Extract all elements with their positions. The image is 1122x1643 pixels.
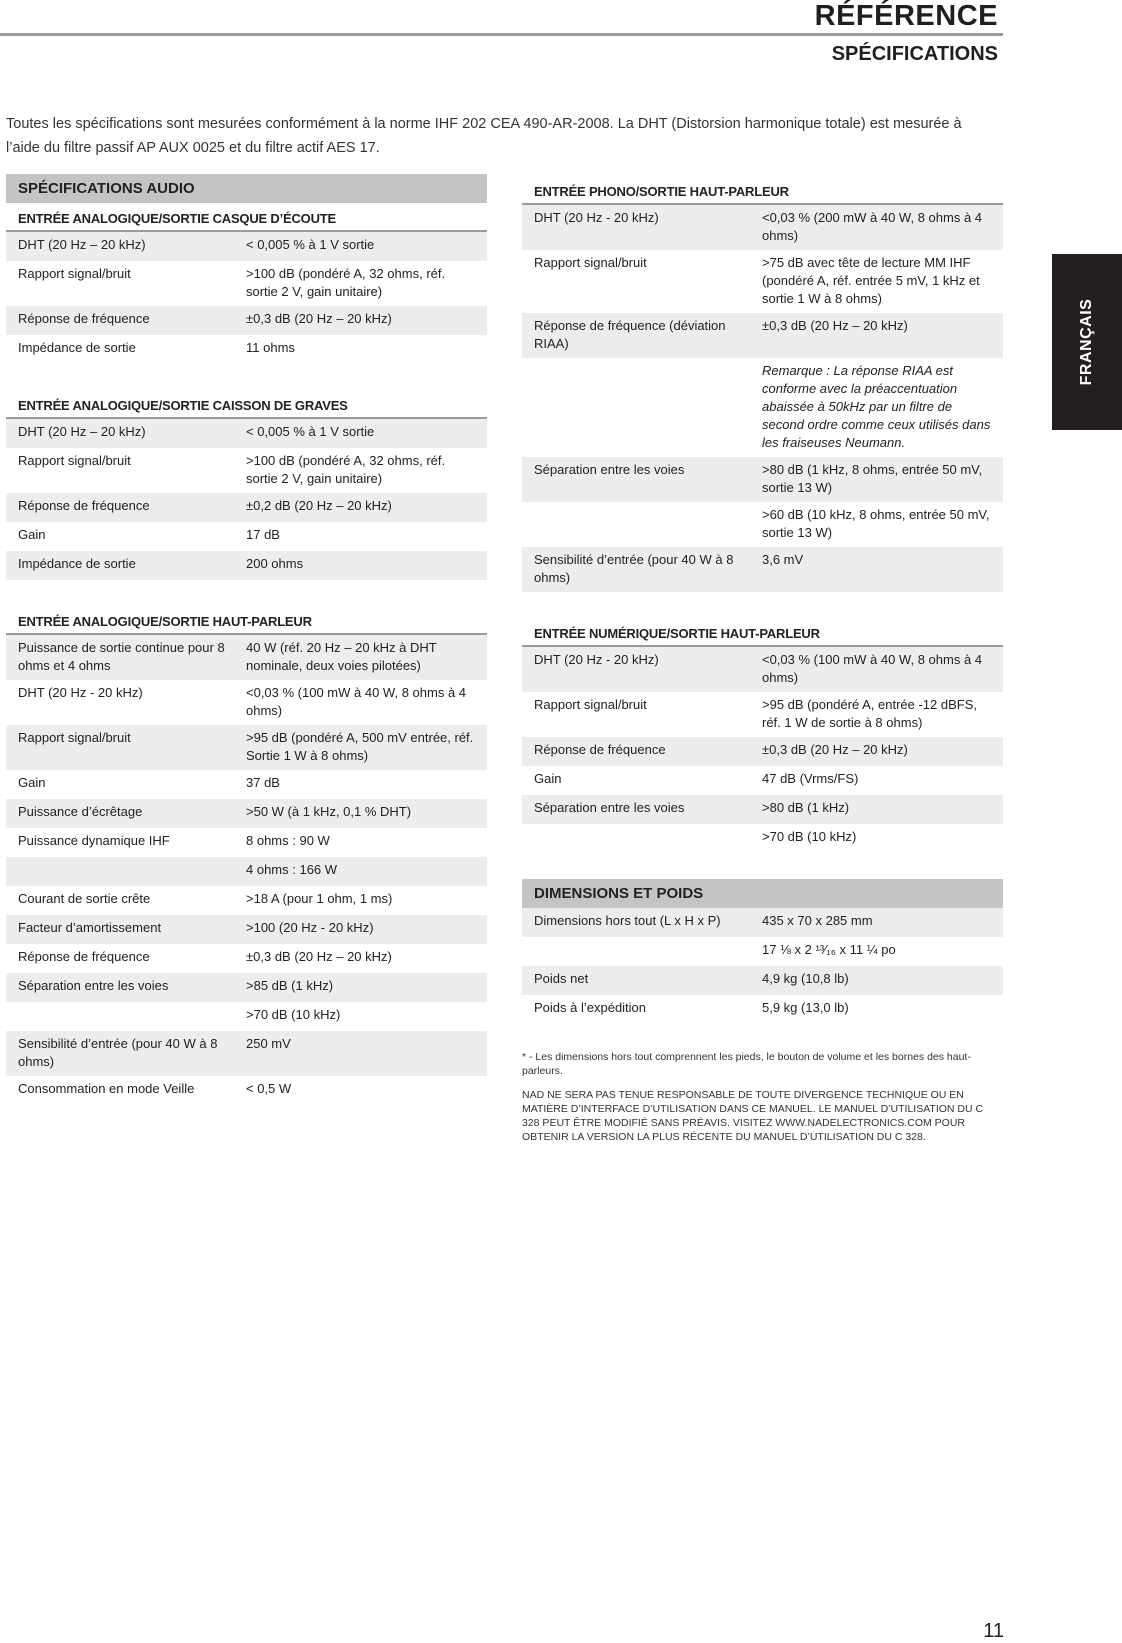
spec-value: < 0,5 W — [246, 1081, 292, 1096]
section-title: ENTRÉE NUMÉRIQUE/SORTIE HAUT-PARLEUR — [522, 618, 1003, 647]
spec-row — [522, 547, 1003, 592]
spec-row — [522, 908, 1003, 937]
spec-row — [6, 335, 487, 364]
spec-value: < 0,005 % à 1 V sortie — [246, 237, 375, 252]
header-rule — [0, 33, 1003, 36]
spec-row — [522, 966, 1003, 995]
spec-value: 435 x 70 x 285 mm — [762, 913, 873, 928]
footnote: * - Les dimensions hors tout comprennent les pieds, le bouton de volume et les bornes des haut-parleurs. — [522, 1051, 971, 1077]
spec-value: 250 mV — [246, 1036, 291, 1051]
spec-label — [522, 828, 762, 848]
spec-label: Rapport signal/bruit — [18, 266, 131, 281]
spec-value: >100 dB (pondéré A, 32 ohms, réf. sortie 2 V, gain unitaire) — [246, 266, 446, 299]
spec-label: Rapport signal/bruit — [534, 255, 647, 270]
spec-value: <0,03 % (100 mW à 40 W, 8 ohms à 4 ohms) — [246, 685, 467, 718]
spec-label: Poids à l’expédition — [534, 1000, 647, 1015]
spec-value: 17 ⅛ x 2 ¹³⁄₁₆ x 11 ¼ po — [762, 942, 896, 957]
spec-label: Réponse de fréquence — [18, 949, 150, 964]
spec-row — [6, 770, 487, 799]
spec-label: Séparation entre les voies — [534, 462, 685, 477]
section-title: ENTRÉE ANALOGIQUE/SORTIE CAISSON DE GRAVES — [6, 390, 487, 419]
spec-label: Rapport signal/bruit — [534, 697, 647, 712]
spec-row — [6, 306, 487, 335]
spec-row — [522, 824, 1003, 853]
spec-label: Impédance de sortie — [18, 556, 136, 571]
spec-row — [6, 915, 487, 944]
spec-row — [6, 419, 487, 448]
spec-label: DHT (20 Hz – 20 kHz) — [18, 424, 146, 439]
spec-row — [6, 1031, 487, 1076]
spec-label: Consommation en mode Veille — [18, 1081, 195, 1096]
spec-label: Courant de sortie crête — [18, 891, 151, 906]
spec-label: Gain — [18, 775, 46, 790]
spec-value: ±0,3 dB (20 Hz – 20 kHz) — [762, 318, 908, 333]
section-rows — [6, 419, 487, 580]
spec-value: >100 dB (pondéré A, 32 ohms, réf. sortie 2 V, gain unitaire) — [246, 453, 446, 486]
spec-label: DHT (20 Hz – 20 kHz) — [18, 237, 146, 252]
spec-row — [522, 937, 1003, 966]
spec-row — [6, 799, 487, 828]
spec-label: Séparation entre les voies — [18, 978, 169, 993]
spec-label: DHT (20 Hz - 20 kHz) — [534, 652, 659, 667]
spec-label: Réponse de fréquence (déviation RIAA) — [534, 318, 726, 351]
left-column — [6, 174, 487, 1131]
spec-value: 40 W (réf. 20 Hz – 20 kHz à DHT nominale, deux voies pilotées) — [246, 640, 437, 673]
spec-row — [6, 448, 487, 493]
spec-row — [6, 522, 487, 551]
spec-label: Puissance d’écrêtage — [18, 804, 143, 819]
spec-row — [522, 995, 1003, 1024]
spec-value: >70 dB (10 kHz) — [246, 1007, 341, 1022]
spec-row — [522, 313, 1003, 358]
spec-label — [522, 941, 762, 961]
spec-row — [6, 973, 487, 1002]
spec-value: 11 ohms — [246, 340, 295, 355]
spec-label: Gain — [534, 771, 562, 786]
language-tab-label: FRANÇAIS — [1078, 298, 1095, 386]
spec-value: >50 W (à 1 kHz, 0,1 % DHT) — [246, 804, 412, 819]
dimensions-rows — [522, 908, 1003, 1024]
spec-section — [522, 618, 1003, 853]
spec-label: Dimensions hors tout (L x H x P) — [534, 913, 721, 928]
spec-label: Impédance de sortie — [18, 340, 136, 355]
spec-row — [522, 358, 1003, 457]
spec-value: >18 A (pour 1 ohm, 1 ms) — [246, 891, 393, 906]
section-rows — [522, 647, 1003, 853]
spec-row — [6, 493, 487, 522]
spec-value: ±0,2 dB (20 Hz – 20 kHz) — [246, 498, 392, 513]
spec-value: 8 ohms : 90 W — [246, 833, 330, 848]
spec-value: >80 dB (1 kHz, 8 ohms, entrée 50 mV, sortie 13 W) — [762, 462, 983, 495]
spec-label: Facteur d’amortissement — [18, 920, 162, 935]
spec-label: Séparation entre les voies — [534, 800, 685, 815]
spec-row — [522, 457, 1003, 502]
spec-label: Rapport signal/bruit — [18, 730, 131, 745]
spec-value: 37 dB — [246, 775, 280, 790]
spec-row — [522, 795, 1003, 824]
spec-row — [6, 261, 487, 306]
spec-section — [522, 176, 1003, 592]
spec-value: <0,03 % (200 mW à 40 W, 8 ohms à 4 ohms) — [762, 210, 983, 243]
spec-value: >75 dB avec tête de lecture MM IHF (pondéré A, réf. entrée 5 mV, 1 kHz et sortie 1 W à 8 ohms) — [762, 255, 980, 306]
section-title: ENTRÉE PHONO/SORTIE HAUT-PARLEUR — [522, 176, 1003, 205]
spec-value: 3,6 mV — [762, 552, 804, 567]
right-column — [522, 176, 1003, 1144]
spec-row — [6, 828, 487, 857]
page-number: 11 — [983, 1620, 1004, 1642]
section-rows — [6, 232, 487, 364]
page-title: RÉFÉRENCE — [814, 0, 998, 32]
section-title: ENTRÉE ANALOGIQUE/SORTIE HAUT-PARLEUR — [6, 606, 487, 635]
spec-row — [6, 886, 487, 915]
spec-value: <0,03 % (100 mW à 40 W, 8 ohms à 4 ohms) — [762, 652, 983, 685]
spec-row — [6, 725, 487, 770]
section-title: ENTRÉE ANALOGIQUE/SORTIE CASQUE D’ÉCOUTE — [6, 203, 487, 232]
spec-value: 47 dB (Vrms/FS) — [762, 771, 859, 786]
spec-label: Réponse de fréquence — [18, 311, 150, 326]
spec-value: >95 dB (pondéré A, 500 mV entrée, réf. Sortie 1 W à 8 ohms) — [246, 730, 474, 763]
disclaimer: NAD NE SERA PAS TENUE RESPONSABLE DE TOUTE DIVERGENCE TECHNIQUE OU EN MATIÈRE D’INTERFACE D’UTILISATION DANS CE MANUEL. LE MANUEL D’UTILISATION DU C 328 PEUT ÊTRE MODIFIÉ SANS PRÉAVIS. VISITEZ WWW.NADELECTRONICS.COM POUR OBTENIR LA VERSION LA PLUS RÉCENTE DU MANUEL D’UTILISATION DU C 328. — [522, 1089, 984, 1143]
spec-row — [522, 205, 1003, 250]
group-header-dimensions: DIMENSIONS ET POIDS — [522, 879, 1003, 908]
spec-label: Réponse de fréquence — [534, 742, 666, 757]
spec-value: 4 ohms : 166 W — [246, 862, 338, 877]
spec-value: >80 dB (1 kHz) — [762, 800, 850, 815]
dimensions-section — [522, 879, 1003, 1024]
spec-section — [6, 606, 487, 1105]
spec-row — [6, 1076, 487, 1105]
spec-section — [6, 203, 487, 364]
spec-row — [6, 1002, 487, 1031]
intro-paragraph: Toutes les spécifications sont mesurées conformément à la norme IHF 202 CEA 490-AR-2008. La DHT (Distorsion harmonique totale) est mesurée à l’aide du filtre passif AP AUX 0025 et du filtre actif AES 17. — [6, 116, 962, 156]
spec-value: ±0,3 dB (20 Hz – 20 kHz) — [246, 949, 392, 964]
spec-row — [522, 647, 1003, 692]
spec-row — [522, 692, 1003, 737]
left-sections — [6, 203, 487, 1105]
spec-label: Puissance de sortie continue pour 8 ohms et 4 ohms — [18, 640, 225, 673]
spec-row — [522, 502, 1003, 547]
spec-row — [522, 766, 1003, 795]
spec-value: 4,9 kg (10,8 lb) — [762, 971, 849, 986]
spec-row — [6, 944, 487, 973]
spec-row — [6, 232, 487, 261]
spec-row — [522, 250, 1003, 313]
spec-value: ±0,3 dB (20 Hz – 20 kHz) — [762, 742, 908, 757]
spec-value: < 0,005 % à 1 V sortie — [246, 424, 375, 439]
spec-label: Réponse de fréquence — [18, 498, 150, 513]
spec-row — [6, 635, 487, 680]
section-rows — [6, 635, 487, 1105]
spec-value: 17 dB — [246, 527, 280, 542]
spec-row — [6, 680, 487, 725]
spec-label: DHT (20 Hz - 20 kHz) — [18, 685, 143, 700]
spec-label — [522, 506, 762, 542]
spec-row — [6, 551, 487, 580]
spec-row — [6, 857, 487, 886]
spec-label: DHT (20 Hz - 20 kHz) — [534, 210, 659, 225]
spec-label — [522, 362, 762, 452]
spec-label: Puissance dynamique IHF — [18, 833, 170, 848]
spec-section — [6, 390, 487, 580]
spec-value: >100 (20 Hz - 20 kHz) — [246, 920, 374, 935]
spec-value: >95 dB (pondéré A, entrée -12 dBFS, réf. 1 W de sortie à 8 ohms) — [762, 697, 978, 730]
spec-row — [522, 737, 1003, 766]
spec-label: Rapport signal/bruit — [18, 453, 131, 468]
spec-value: >85 dB (1 kHz) — [246, 978, 334, 993]
spec-label: Poids net — [534, 971, 589, 986]
spec-label — [6, 861, 246, 881]
spec-value: >60 dB (10 kHz, 8 ohms, entrée 50 mV, sortie 13 W) — [762, 507, 990, 540]
spec-value: 200 ohms — [246, 556, 304, 571]
right-sections — [522, 176, 1003, 853]
spec-note: Remarque : La réponse RIAA est conforme avec la préaccentuation abaissée à 50kHz par un filtre de second ordre comme ceux utilisés dans les fraiseuses Neumann. — [762, 363, 991, 450]
spec-value: >70 dB (10 kHz) — [762, 829, 857, 844]
section-rows — [522, 205, 1003, 592]
page-subtitle: SPÉCIFICATIONS — [831, 43, 998, 65]
spec-label: Sensibilité d’entrée (pour 40 W à 8 ohms) — [18, 1036, 218, 1069]
spec-value: 5,9 kg (13,0 lb) — [762, 1000, 849, 1015]
spec-value: ±0,3 dB (20 Hz – 20 kHz) — [246, 311, 392, 326]
group-header-audio: SPÉCIFICATIONS AUDIO — [6, 174, 487, 203]
spec-label — [6, 1006, 246, 1026]
language-tab — [1052, 254, 1122, 430]
spec-label: Gain — [18, 527, 46, 542]
spec-label: Sensibilité d’entrée (pour 40 W à 8 ohms) — [534, 552, 734, 585]
